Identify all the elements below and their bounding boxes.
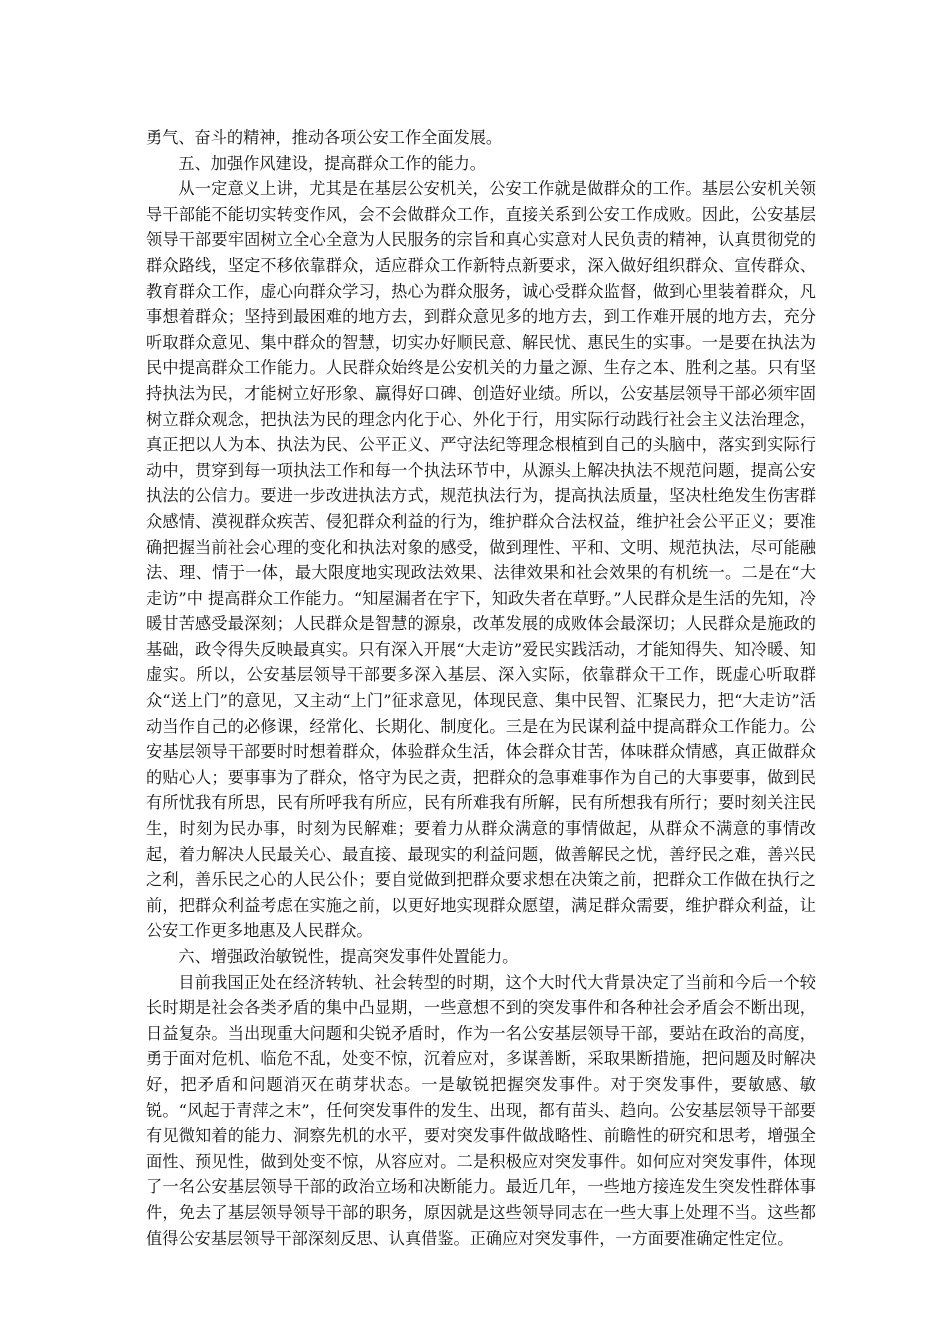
paragraph-continuation: 勇气、奋斗的精神，推动各项公安工作全面发展。 <box>146 128 503 147</box>
paragraph-body: 目前我国正处在经济转轨、社会转型的时期，这个大时代大背景决定了当前和今后一个较长时期是社会各类矛盾的集中凸显期，一些意想不到的突发事件和各种社会矛盾会不断出现，日益复杂。当出现重大问题和尖锐矛盾时，作为一名公安基层领导干部，要站在政治的高度，勇于面对危机、临危不乱，处变不惊，沉着应对，多谋善断，采取果断措施，把问题及时解决好，把矛盾和问题消灭在萌芽状态。一是敏锐把握突发事件。对于突发事件，要敏感、敏锐。“风起于青萍之末”，任何突发事件的发生、出现，都有苗头、趋向。公安基层领导干部要有见微知着的能力、洞察先机的水平，要对突发事件做战略性、前瞻性的研究和思考，增强全面性、预见性，做到处变不惊，从容应对。二是积极应对突发事件。如何应对突发事件，体现了一名公安基层领导干部的政治立场和决断能力。最近几年，一些地方接连发生突发性群体事件，免去了基层领导领导干部的职务，原因就是这些领导同志在一些大事上处理不当。这些都值得公安基层领导干部深刻反思、认真借鉴。正确应对突发事件，一方面要准确定性定位。 <box>146 972 816 1248</box>
section-heading-five: 五、加强作风建设，提高群众工作的能力。 <box>178 153 486 173</box>
section-heading-six: 六、增强政治敏锐性，提高突发事件处置能力。 <box>178 947 519 966</box>
paragraph-body: 从一定意义上讲，尤其是在基层公安机关，公安工作就是做群众的工作。基层公安机关领导干部能不能切实转变作风，会不会做群众工作，直接关系到公安工作成败。因此，公安基层领导干部要牢固树立全心全意为人民服务的宗旨和真心实意对人民负责的精神，认真贯彻党的群众路线，坚定不移依靠群众，适应群众工作新特点新要求，深入做好组织群众、宣传群众、教育群众工作，虚心向群众学习，热心为群众服务，诚心受群众监督，做到心里装着群众，凡事想着群众；坚持到最困难的地方去，到群众意见多的地方去，到工作难开展的地方去，充分听取群众意见、集中群众的智慧，切实办好顺民意、解民忧、惠民生的实事。一是要在执法为民中提高群众工作能力。人民群众始终是公安机关的力量之源、生存之本、胜利之基。只有坚持执法为民，才能树立好形象、赢得好口碑、创造好业绩。所以，公安基层领导干部必须牢固树立群众观念，把执法为民的理念内化于心、外化于行，用实际行动践行社会主义法治理念，真正把以人为本、执法为民、公平正义、严守法纪等理念根植到自己的头脑中，落实到实际行动中，贯穿到每一项执法工作和每一个执法环节中，从源头上解决执法不规范问题，提高公安执法的公信力。要进一步改进执法方式，规范执法行为，提高执法质量，坚决杜绝发生伤害群众感情、漠视群众疾苦、侵犯群众利益的行为，维护群众合法权益，维护社会公平正义；要准确把握当前社会心理的变化和执法对象的感受，做到理性、平和、文明、规范执法，尽可能融法、理、情于一体，最大限度地实现政法效果、法律效果和社会效果的有机统一。二是在“大走访”中 提高群众工作能力。“知屋漏者在宇下，知政失者在草野。”人民群众是生活的先知，冷暖甘苦感受最深刻；人民群众是智慧的源泉，改革发展的成败体会最深切；人民群众是施政的基础，政令得失反映最真实。只有深入开展“大走访”爱民实践活动，才能知得失、知冷暖、知虚实。所以，公安基层领导干部要多深入基层、深入实际，依靠群众干工作，既虚心听取群众“送上门”的意见，又主动“上门”征求意见，体现民意、集中民智、汇聚民力，把“大走访”活动当作自己的必修课，经常化、长期化、制度化。三是在为民谋利益中提高群众工作能力。公安基层领导干部要时时想着群众，体验群众生活，体会群众甘苦，体味群众情感，真正做群众的贴心人；要事事为了群众，恪守为民之责，把群众的急事难事作为自己的大事要事，做到民有所忧我有所思，民有所呼我有所应，民有所难我有所解，民有所想我有所行；要时刻关注民生，时刻为民办事，时刻为民解难；要着力从群众满意的事情做起，从群众不满意的事情改起，着力解决人民最关心、最直接、最现实的利益问题，做善解民之忧，善纾民之难，善兴民之利，善乐民之心的人民公仆；要自觉做到把群众要求想在决策之前，把群众工作做在执行之前，把群众利益考虑在实施之前，以更好地实现群众愿望，满足群众需要，维护群众利益，让公安工作更多地惠及人民群众。 <box>146 179 816 941</box>
document-page <box>146 125 816 1251</box>
